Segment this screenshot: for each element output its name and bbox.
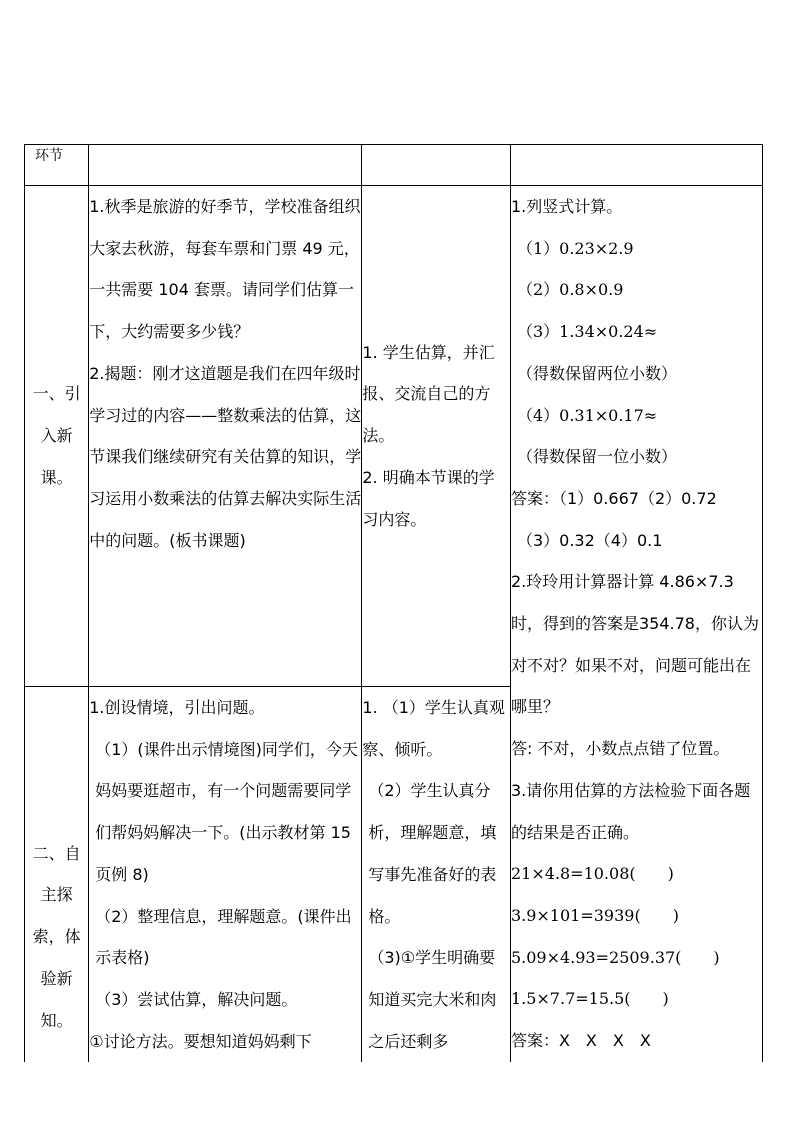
practice-cell [510,186,762,1063]
header-practice [510,145,762,186]
stage-cell: 二、自主探索，体验新知。 [25,687,89,1063]
practice-line: 1.列竖式计算。 [510,197,623,216]
practice-line: （4）0.31×0.17≈ [516,405,658,425]
practice-line: （1）0.23×2.9 [516,238,634,258]
paragraph: 1.创设情境，引出问题。 [89,698,265,717]
practice-line: 2.玲玲用计算器计算 4.86×7.3时，得到的答案是354.78，你认为对不对？如果不对，问题可能出在哪里？ [510,572,759,717]
student-activity-cell [362,186,511,687]
practice-line: 3.9×101=3939( ) [510,905,679,925]
teacher-activity-cell [89,687,362,1063]
table-header-row [25,145,763,186]
paragraph: 1. 学生估算，并汇报、交流自己的方法。 [362,342,495,446]
practice-line: 答案：X X X X [510,1031,651,1051]
practice-line: 3.请你用估算的方法检验下面各题的结果是否正确。 [510,780,751,842]
paragraph: 2. 明确本节课的学习内容。 [362,467,495,529]
header-stage: 环节 [25,145,89,186]
paragraph: 1.秋季是旅游的好季节，学校准备组织大家去秋游，每套车票和门票 49 元，一共需要 104 套票。请同学们估算一下，大约需要多少钱？ [89,197,361,342]
paragraph: （3)①学生明确要知道买完大米和肉之后还剩多 [368,948,497,1051]
stage-cell: 一、引入新课。 [25,186,89,687]
practice-line: （2）0.8×0.9 [516,280,624,300]
table-row [25,186,763,687]
student-activity-cell [362,687,511,1063]
practice-line: 5.09×4.93=2509.37( ) [510,947,720,967]
header-student [362,145,511,186]
paragraph: （3）尝试估算，解决问题。 [95,989,298,1009]
practice-line: 答: 不对，小数点点错了位置。 [510,739,730,759]
paragraph: ①讨论方法。要想知道妈妈剩下 [89,1031,312,1051]
practice-line: 21×4.8=10.08( ) [510,864,674,884]
lesson-plan-table [24,144,763,1062]
paragraph: 2.揭题：刚才这道题是我们在四年级时学习过的内容——整数乘法的估算，这节课我们继续研究有关估算的知识，学习运用小数乘法的估算去解决实际生活中的问题。(板书课题) [89,363,362,550]
practice-line: （3）0.32（4）0.1 [516,530,663,550]
paragraph: （1）(课件出示情境图)同学们，今天妈妈要逛超市，有一个问题需要同学们帮妈妈解决一下。(出示教材第 15 页例 8) [95,739,358,884]
paragraph: （2）整理信息，理解题意。(课件出示表格) [95,906,352,968]
paragraph: （2）学生认真分析，理解题意，填写事先准备好的表格。 [368,781,497,926]
lesson-plan-table-region [24,144,764,1062]
practice-line: （得数保留一位小数） [516,447,677,467]
teacher-activity-cell [89,186,362,687]
practice-line: （3）1.34×0.24≈ [516,322,658,342]
paragraph: 1. （1）学生认真观察、倾听。 [362,698,505,759]
practice-line: （得数保留两位小数） [516,363,677,383]
practice-line: 1.5×7.7=15.5( ) [510,989,669,1009]
header-teacher [89,145,362,186]
practice-line: 答案：（1）0.667（2）0.72 [510,488,717,508]
